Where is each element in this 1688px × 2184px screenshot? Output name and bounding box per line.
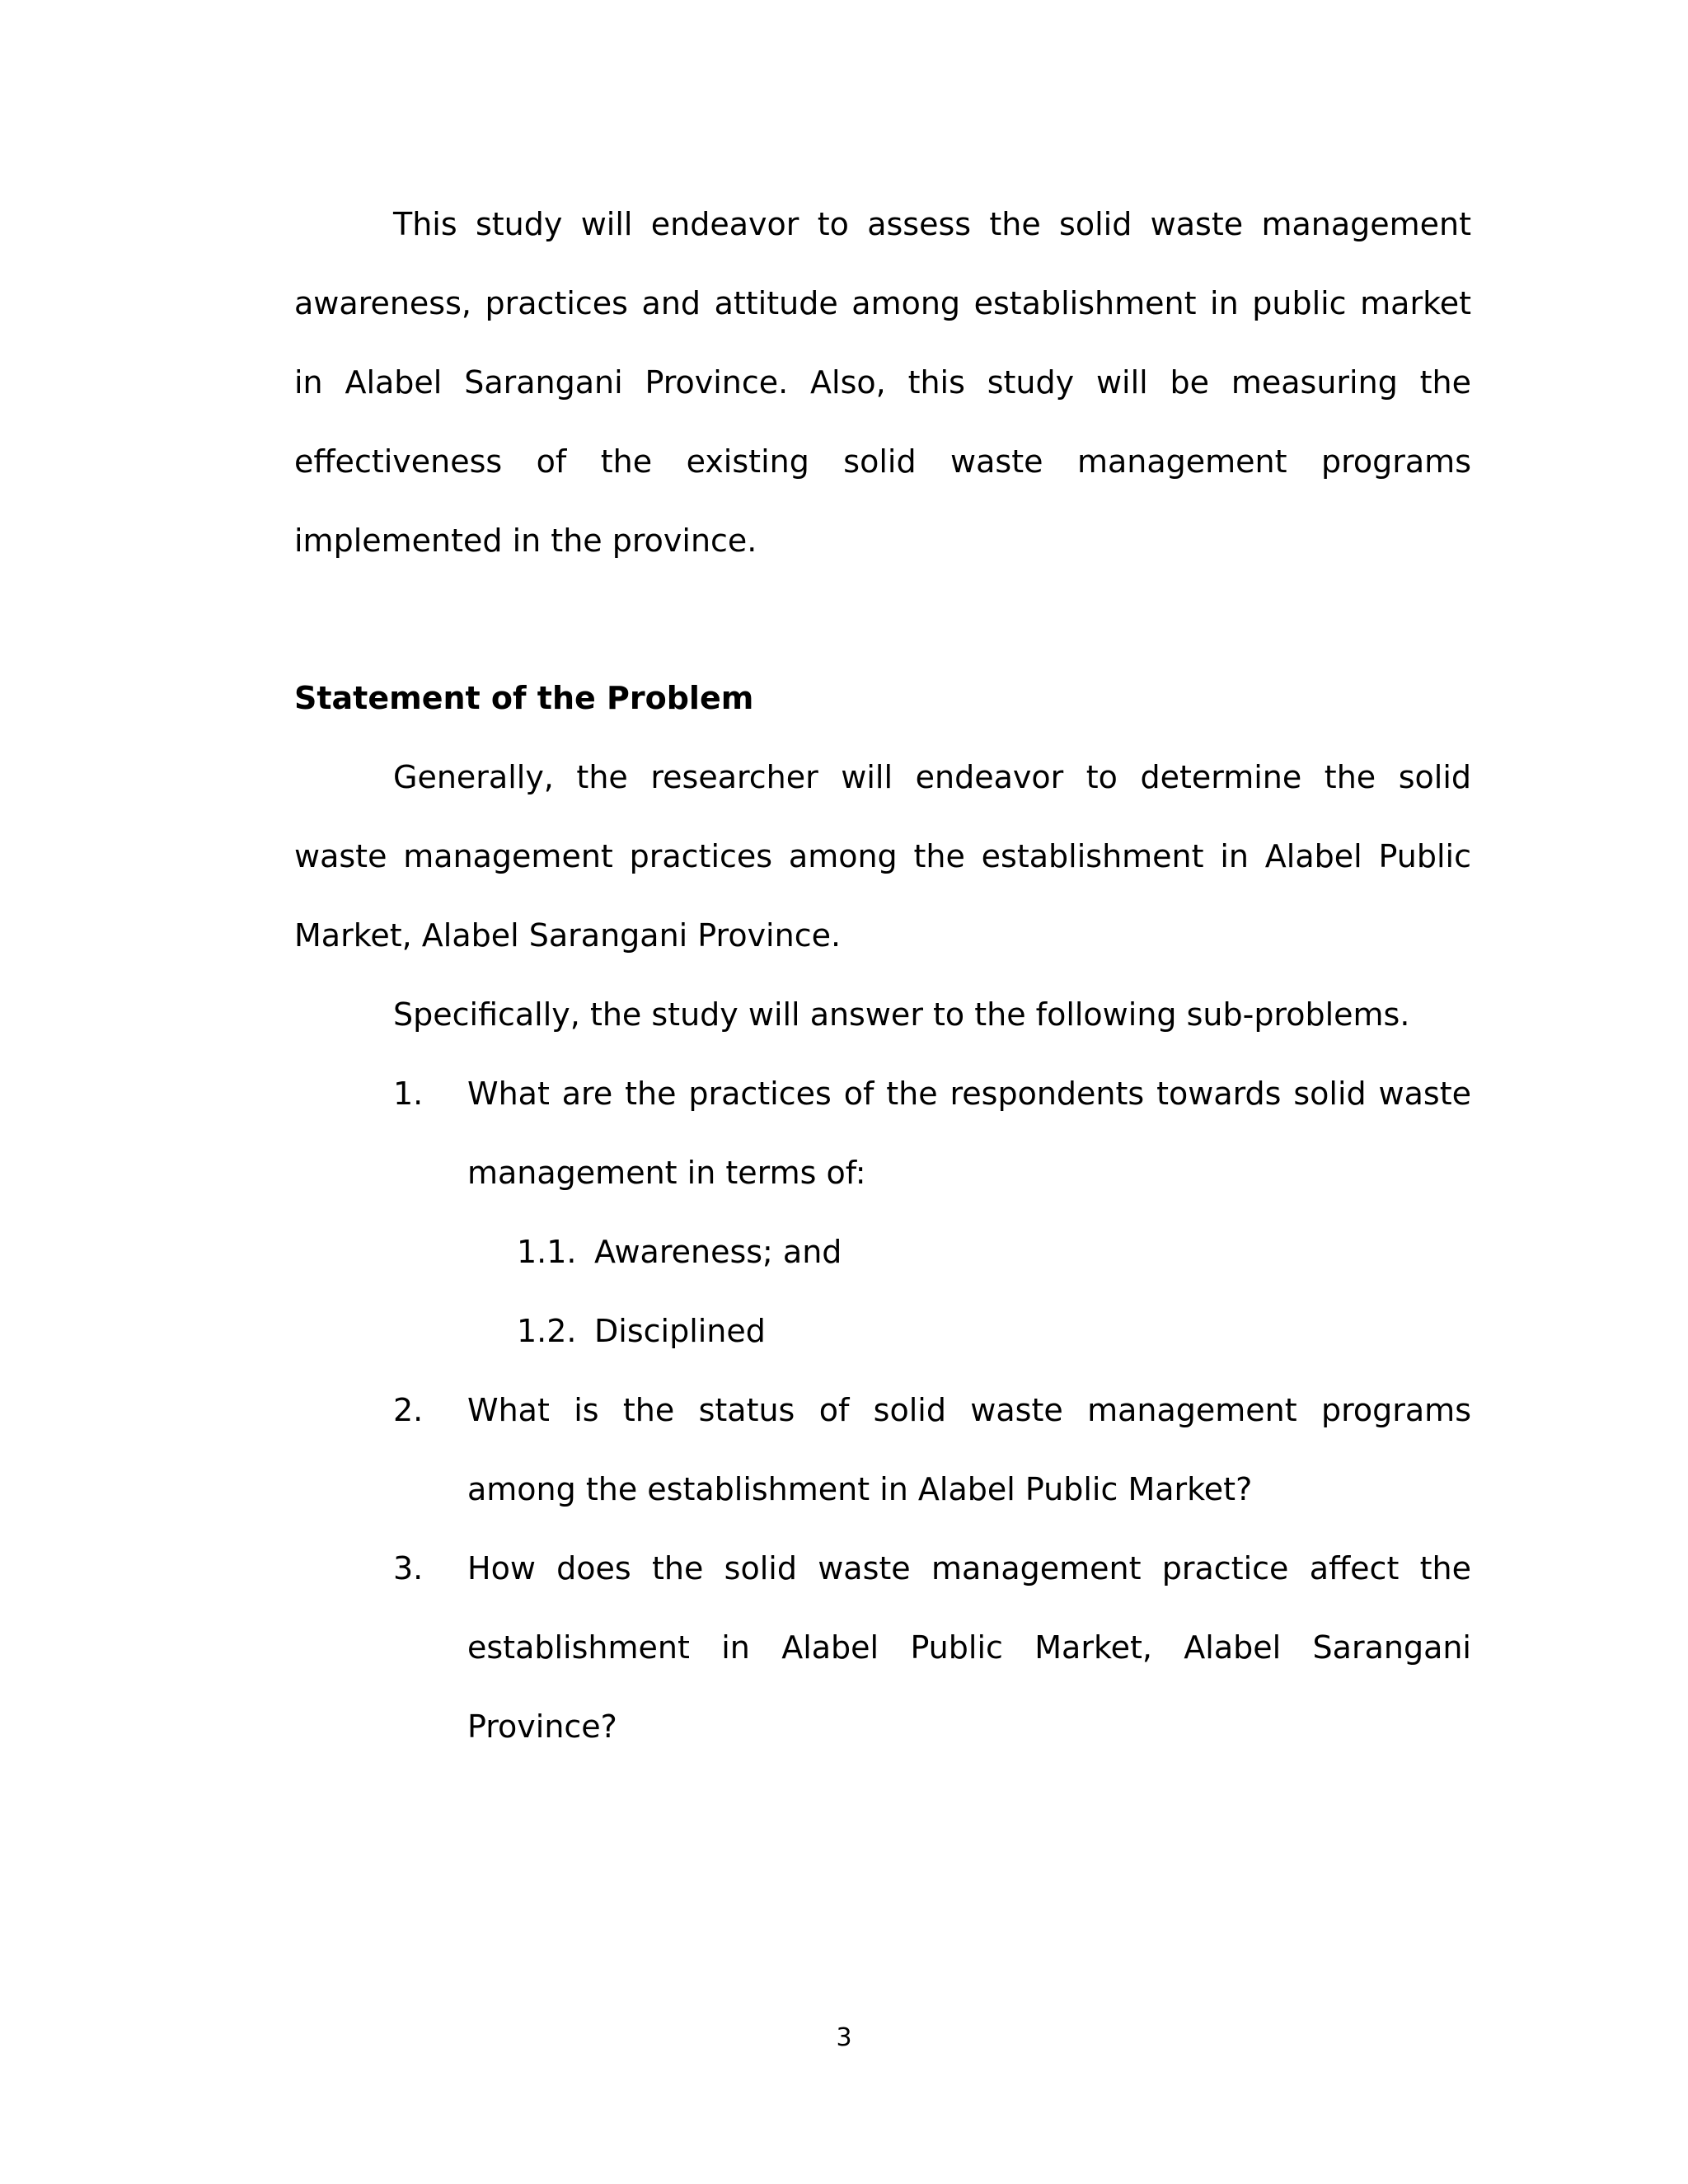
page-number: 3 <box>836 2023 852 2052</box>
list-item <box>294 1371 1471 1529</box>
section-heading: Statement of the Problem <box>294 680 754 716</box>
sub-list-item <box>467 1212 1471 1291</box>
list-item-number: 3. <box>393 1550 424 1586</box>
sub-list-item <box>467 1291 1471 1371</box>
list-item <box>294 1529 1471 1766</box>
list-item-text: How does the solid waste management practice affect the establishment in Alabel Public Market, Alabel Sarangani Province? <box>467 1550 1471 1745</box>
general-paragraph: Generally, the researcher will endeavor to determine the solid waste management practices among the establishment in Alabel Public Market, Alabel Sarangani Province. <box>294 759 1471 954</box>
list-item-number: 2. <box>393 1392 424 1428</box>
sub-problems-list <box>294 1054 1471 1766</box>
specific-paragraph: Specifically, the study will answer to the following sub-problems. <box>393 996 1410 1033</box>
sub-list-item-text: Awareness; and <box>594 1234 842 1270</box>
list-item-number: 1. <box>393 1076 424 1112</box>
sub-list <box>467 1212 1471 1371</box>
document-body <box>294 185 1471 1766</box>
sub-list-item-number: 1.2. <box>517 1313 577 1349</box>
intro-paragraph: This study will endeavor to assess the solid waste management awareness, practices and attitude among establishment in public market in Alabel Sarangani Province. Also, this study will be measuring the effectiveness of the existing solid waste management programs implemented in the province. <box>294 206 1471 559</box>
list-item <box>294 1054 1471 1371</box>
list-item-text: What is the status of solid waste management programs among the establishment in Alabel Public Market? <box>467 1392 1471 1507</box>
list-item-text: What are the practices of the respondents towards solid waste management in terms of: <box>467 1076 1471 1191</box>
sub-list-item-number: 1.1. <box>517 1234 577 1270</box>
sub-list-item-text: Disciplined <box>594 1313 766 1349</box>
